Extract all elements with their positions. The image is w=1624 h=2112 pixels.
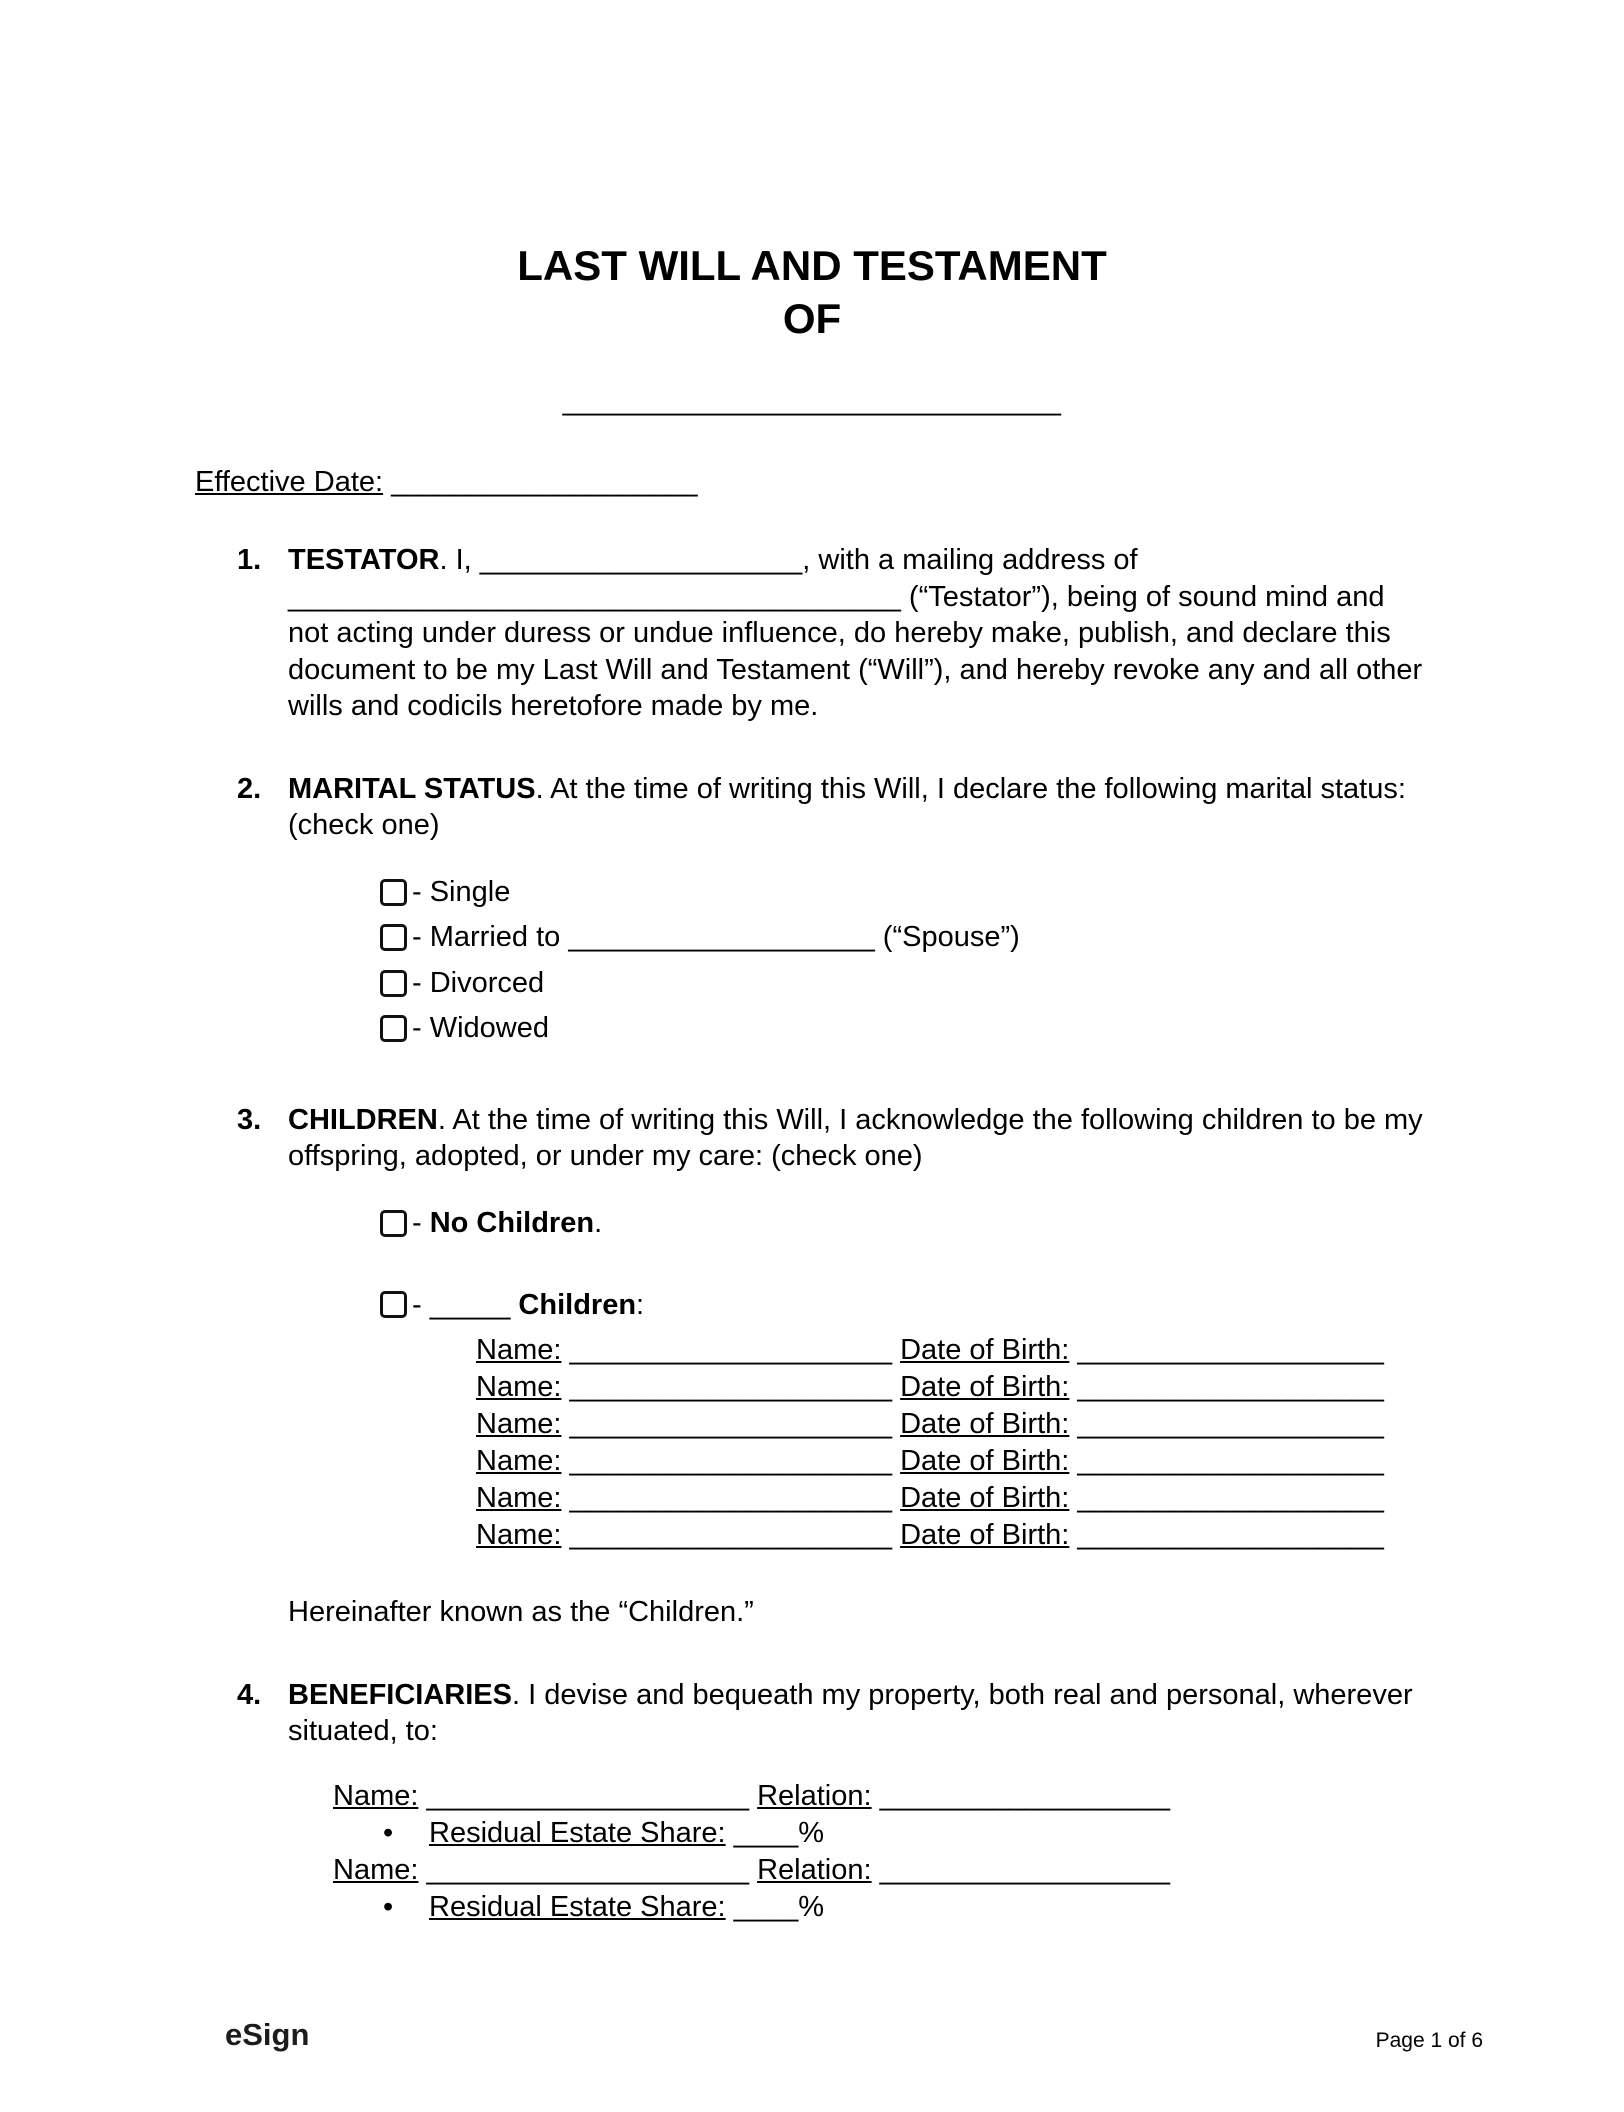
- section-testator: [195, 542, 1429, 725]
- share-percent-sign: %: [798, 1816, 824, 1849]
- child-dob-label: Date of Birth:: [900, 1445, 1070, 1478]
- child-dob-label: Date of Birth:: [900, 1371, 1070, 1404]
- testator-name-blank: ______________________________: [562, 385, 1062, 417]
- with-children-checkbox[interactable]: [380, 1291, 407, 1318]
- child-name-blank: ____________________: [561, 1371, 901, 1404]
- child-dob-label: Date of Birth:: [900, 1519, 1070, 1552]
- child-name-label: Name:: [476, 1445, 562, 1478]
- share-blank: ____: [725, 1816, 799, 1849]
- beneficiary-name-label: Name:: [333, 1779, 419, 1812]
- document-title: [195, 240, 1429, 345]
- section-beneficiaries: [195, 1677, 1429, 1926]
- section-marital-status: [195, 771, 1429, 1056]
- section-children: [195, 1102, 1429, 1631]
- child-dob-blank: ___________________: [1069, 1371, 1384, 1404]
- beneficiary-name-blank: ____________________: [418, 1853, 758, 1886]
- divorced-label: - Divorced: [412, 966, 545, 999]
- beneficiary-relation-blank: __________________: [871, 1779, 1170, 1812]
- section-3-number: 3.: [237, 1103, 262, 1136]
- beneficiary-name-label: Name:: [333, 1853, 419, 1886]
- child-row-5: [476, 1480, 1429, 1517]
- beneficiary-relation-label: Relation:: [757, 1779, 872, 1812]
- child-dob-blank: ___________________: [1069, 1519, 1384, 1552]
- testator-body-text: . I, ____________________, with a mailing address of ______________________________________ (“Testator”), being of sound mind and not acting under duress or undue influence, do hereby make, publish, and declare this document to be my Last Will and Testament (“Will”), and hereby revoke any and all other wills and codicils heretofore made by me.: [288, 544, 1423, 723]
- with-children-option: [380, 1287, 1429, 1324]
- child-row-2: [476, 1369, 1429, 1406]
- child-dob-label: Date of Birth:: [900, 1482, 1070, 1515]
- child-dob-label: Date of Birth:: [900, 1408, 1070, 1441]
- beneficiaries-heading: BENEFICIARIES: [288, 1678, 512, 1711]
- children-heading: CHILDREN: [288, 1103, 438, 1136]
- share-label: Residual Estate Share:: [429, 1816, 726, 1849]
- child-name-blank: ____________________: [561, 1519, 901, 1552]
- child-name-blank: ____________________: [561, 1408, 901, 1441]
- no-children-label: - No Children.: [412, 1206, 603, 1239]
- children-paragraph: [288, 1102, 1429, 1175]
- child-name-blank: ____________________: [561, 1334, 901, 1367]
- beneficiary-relation-blank: __________________: [871, 1853, 1170, 1886]
- effective-date-row: [195, 464, 1429, 501]
- child-dob-label: Date of Birth:: [900, 1334, 1070, 1367]
- child-name-label: Name:: [476, 1371, 562, 1404]
- title-line-1: LAST WILL AND TESTAMENT: [517, 242, 1107, 289]
- child-dob-blank: ___________________: [1069, 1334, 1384, 1367]
- marital-option-single: [380, 874, 1429, 911]
- no-children-checkbox[interactable]: [380, 1210, 407, 1237]
- child-row-1: [476, 1332, 1429, 1369]
- marital-option-divorced: [380, 965, 1429, 1002]
- share-blank: ____: [725, 1890, 799, 1923]
- child-dob-blank: ___________________: [1069, 1408, 1384, 1441]
- beneficiary-relation-label: Relation:: [757, 1853, 872, 1886]
- marital-status-options: [380, 874, 1429, 1047]
- marital-status-paragraph: [288, 771, 1429, 844]
- single-checkbox[interactable]: [380, 879, 407, 906]
- children-footnote: Hereinafter known as the “Children.”: [288, 1596, 754, 1629]
- child-dob-blank: ___________________: [1069, 1445, 1384, 1478]
- divorced-checkbox[interactable]: [380, 970, 407, 997]
- child-row-3: [476, 1406, 1429, 1443]
- children-list: [476, 1332, 1429, 1554]
- beneficiaries-paragraph: [288, 1677, 1429, 1750]
- section-4-number: 4.: [237, 1678, 262, 1711]
- married-label: - Married to ___________________ (“Spouse”): [412, 921, 1020, 954]
- widowed-label: - Widowed: [412, 1012, 549, 1045]
- beneficiaries-list: [333, 1778, 1429, 1926]
- section-1-number: 1.: [237, 544, 262, 577]
- effective-date-blank: ___________________: [383, 465, 698, 498]
- effective-date-label: Effective Date:: [195, 465, 384, 498]
- testator-paragraph: [288, 542, 1429, 725]
- marital-status-heading: MARITAL STATUS: [288, 772, 536, 805]
- child-dob-blank: ___________________: [1069, 1482, 1384, 1515]
- page-indicator: Page 1 of 6: [1375, 2028, 1483, 2052]
- child-name-blank: ____________________: [561, 1482, 901, 1515]
- child-name-label: Name:: [476, 1482, 562, 1515]
- testator-heading: TESTATOR: [288, 544, 440, 577]
- section-2-number: 2.: [237, 772, 262, 805]
- child-row-6: [476, 1517, 1429, 1554]
- child-row-4: [476, 1443, 1429, 1480]
- widowed-checkbox[interactable]: [380, 1015, 407, 1042]
- married-checkbox[interactable]: [380, 924, 407, 951]
- single-label: - Single: [412, 875, 511, 908]
- child-name-label: Name:: [476, 1334, 562, 1367]
- share-percent-sign: %: [798, 1890, 824, 1923]
- marital-option-widowed: [380, 1010, 1429, 1047]
- page-footer: [0, 2015, 1624, 2054]
- share-label: Residual Estate Share:: [429, 1890, 726, 1923]
- marital-status-body-text: . At the time of writing this Will, I declare the following marital status: (check one): [288, 772, 1406, 842]
- title-line-2: OF: [782, 294, 842, 342]
- beneficiary-1-share-line: [383, 1815, 1429, 1852]
- beneficiary-1-name-line: [333, 1778, 1429, 1815]
- with-children-label: - _____ Children:: [412, 1288, 645, 1321]
- bullet-icon: •: [383, 1816, 394, 1849]
- beneficiary-2-share-line: [383, 1889, 1429, 1926]
- bullet-icon: •: [383, 1890, 394, 1923]
- esign-logo: eSign: [225, 2016, 310, 2052]
- marital-option-married: [380, 919, 1429, 956]
- beneficiary-2-name-line: [333, 1852, 1429, 1889]
- beneficiaries-body-text: . I devise and bequeath my property, both real and personal, wherever situated, to:: [288, 1678, 1413, 1748]
- child-name-blank: ____________________: [561, 1445, 901, 1478]
- sections-list: [195, 542, 1429, 1926]
- child-name-label: Name:: [476, 1519, 562, 1552]
- child-name-label: Name:: [476, 1408, 562, 1441]
- children-body-text: . At the time of writing this Will, I acknowledge the following children to be my offspring, adopted, or under my care: (check one): [288, 1103, 1423, 1173]
- no-children-option: [380, 1205, 1429, 1242]
- children-options: [380, 1205, 1429, 1323]
- beneficiary-name-blank: ____________________: [418, 1779, 758, 1812]
